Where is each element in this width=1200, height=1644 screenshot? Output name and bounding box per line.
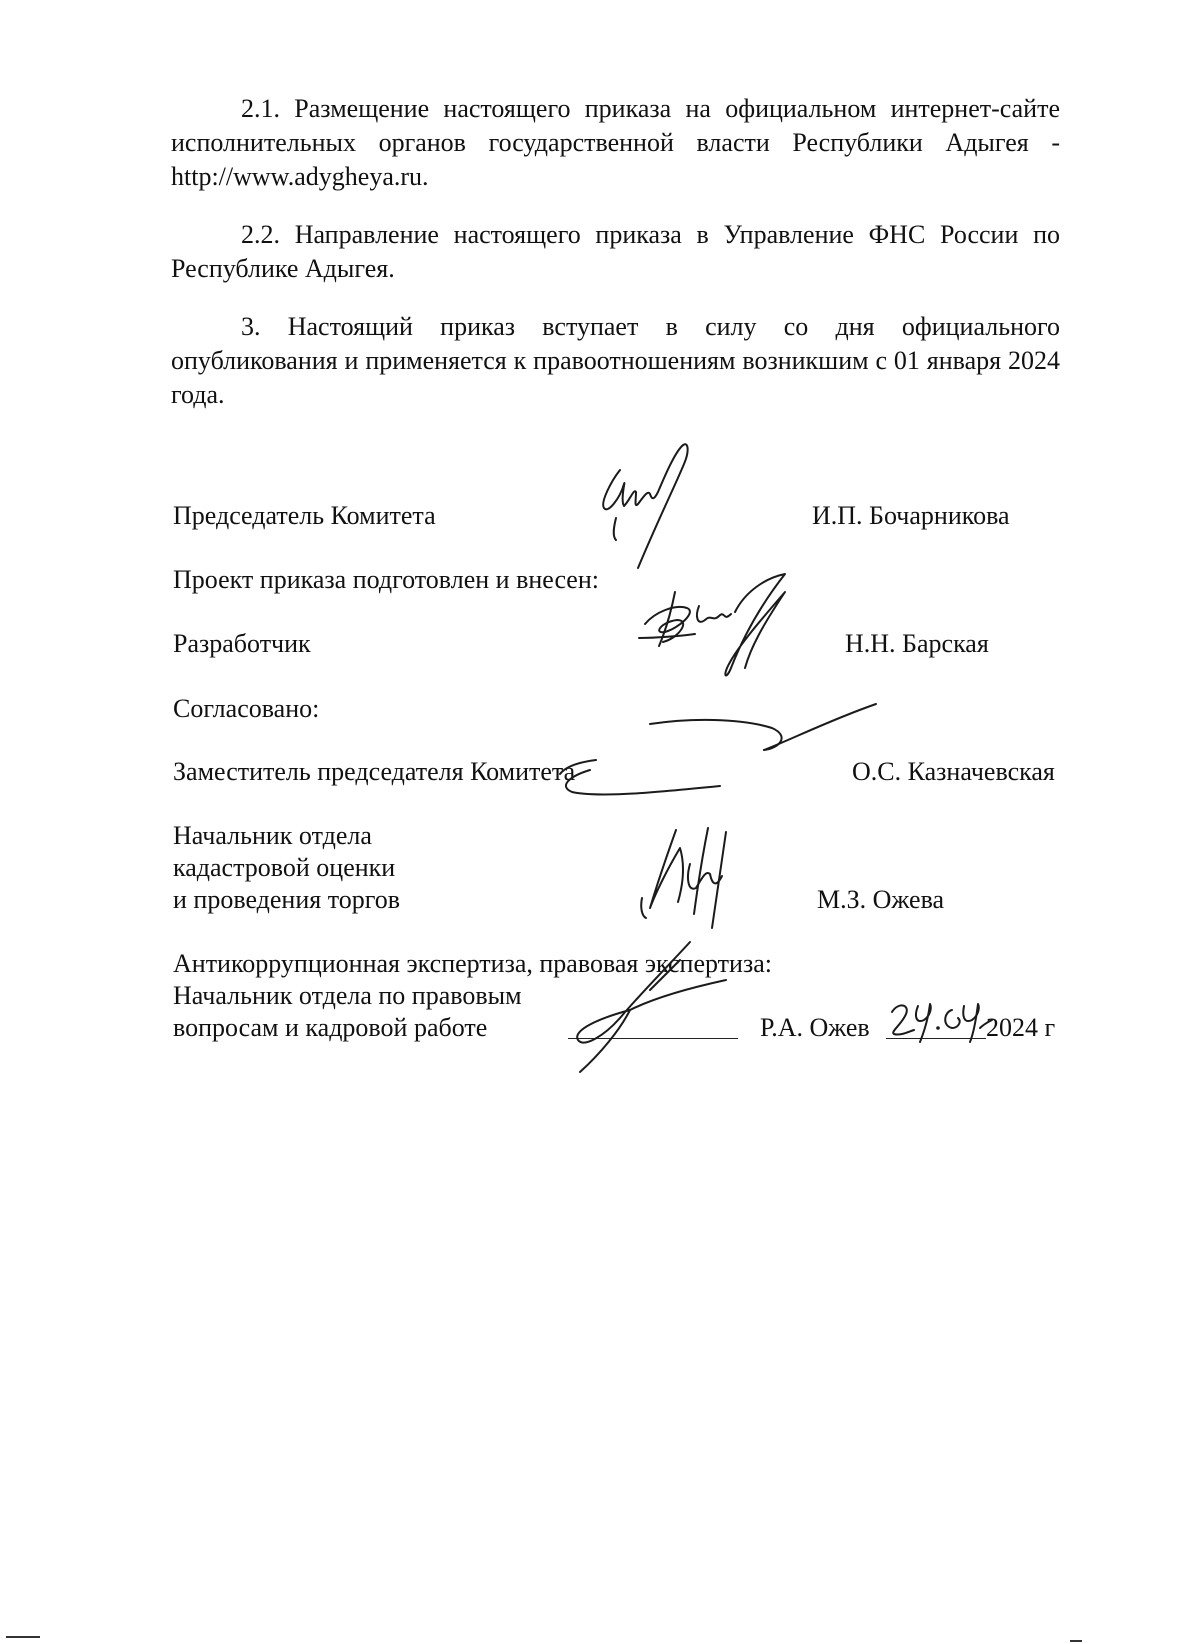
handwritten-date <box>886 998 996 1044</box>
date-year: 2024 г <box>986 1013 1056 1042</box>
chairman-title: Председатель Комитета <box>173 501 436 530</box>
developer-title: Разработчик <box>173 629 311 658</box>
deputy-title: Заместитель председателя Комитета <box>173 757 576 786</box>
expertise-name: Р.А. Ожев <box>760 1013 870 1042</box>
paragraph-2-2: 2.2. Направление настоящего приказа в Управление ФНС России по Республике Адыгея. <box>171 220 1060 283</box>
chairman-signature <box>590 440 700 580</box>
scan-mark-bottom-left <box>6 1636 40 1638</box>
head-cadastre-signature <box>636 818 746 938</box>
paragraph-3: 3. Настоящий приказ вступает в силу со дня официального опубликования и применяется к правоотношениям возникшим с 01 января 2024 года. <box>171 312 1060 409</box>
expertise-signature <box>560 940 740 1080</box>
expertise-heading: Антикоррупционная экспертиза, правовая экспертиза: <box>173 949 772 978</box>
deputy-name: О.С. Казначевская <box>852 757 1055 786</box>
developer-name: Н.Н. Барская <box>845 629 989 658</box>
prepared-by-heading: Проект приказа подготовлен и внесен: <box>173 565 599 594</box>
head-cadastre-title-line-1: Начальник отдела <box>173 821 372 850</box>
scan-mark-bottom-right <box>1070 1640 1082 1642</box>
head-cadastre-title-line-2: кадастровой оценки <box>173 853 396 882</box>
deputy-signature <box>550 700 890 810</box>
head-cadastre-title-line-3: и проведения торгов <box>173 885 401 914</box>
expertise-title-line-2: вопросам и кадровой работе <box>173 1013 488 1042</box>
expertise-title-line-1: Начальник отдела по правовым <box>173 981 522 1010</box>
agreed-heading: Согласовано: <box>173 694 320 723</box>
head-cadastre-name: М.З. Ожева <box>817 885 945 914</box>
chairman-name: И.П. Бочарникова <box>812 501 1010 530</box>
developer-signature <box>635 572 815 692</box>
paragraph-2-1: 2.1. Размещение настоящего приказа на официальном интернет-сайте исполнительных органов государственной власти Республики Адыгея - http://www.adygheya.ru. <box>171 94 1060 191</box>
